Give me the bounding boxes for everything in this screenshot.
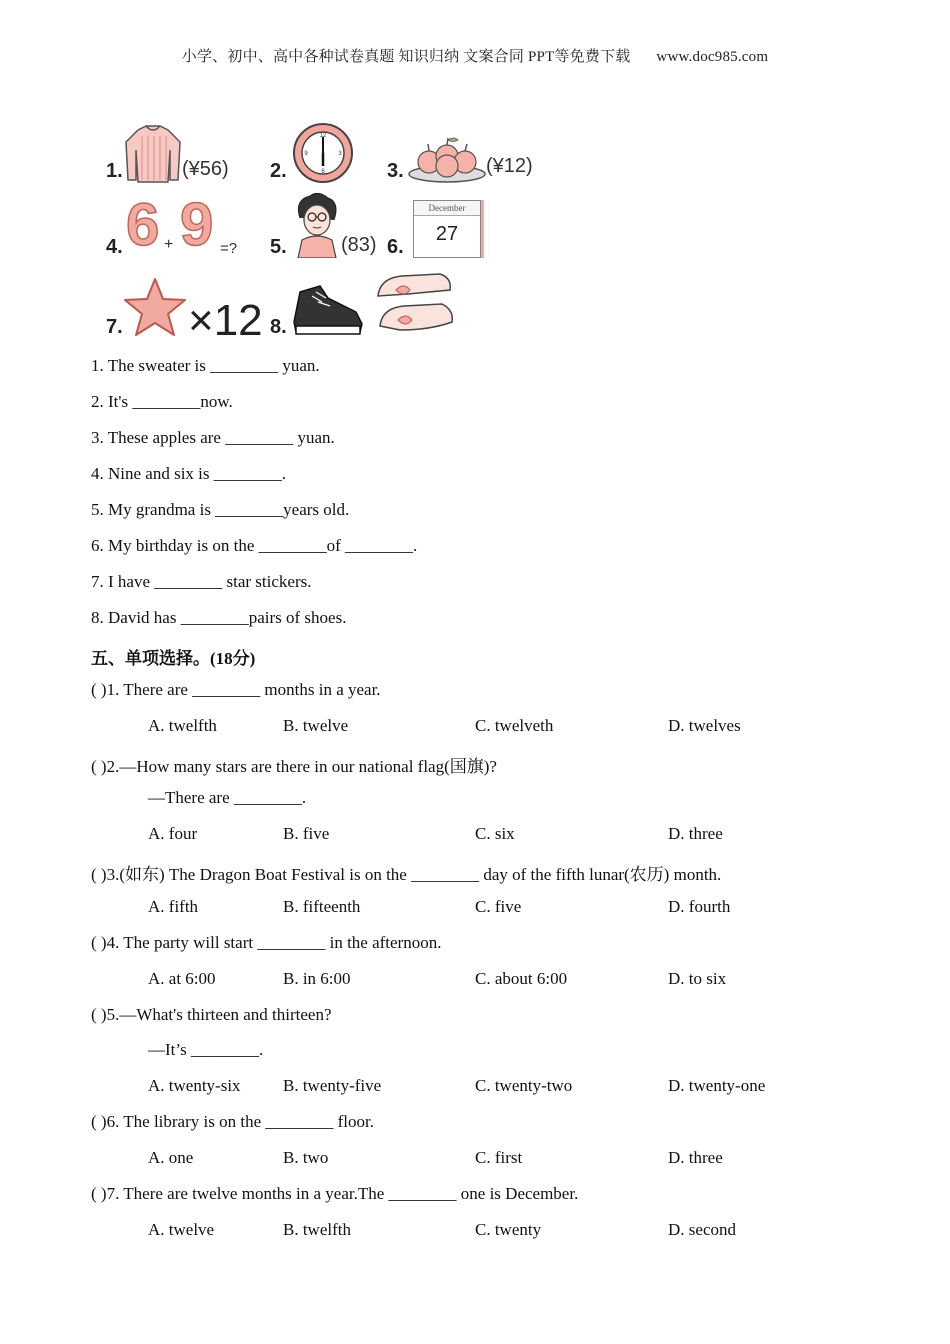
q5-option-d[interactable]: D. twenty-one xyxy=(668,1076,766,1095)
question-2-stem: ( )2.—How many stars are there in our national flag(国旗)? xyxy=(91,757,497,776)
q4-option-c[interactable]: C. about 6:00 xyxy=(475,969,568,988)
fill-line-3: 3. These apples are ________ yuan. xyxy=(91,428,335,447)
svg-text:9: 9 xyxy=(304,151,308,157)
clock-icon xyxy=(292,122,354,184)
calendar-month: December xyxy=(414,201,480,216)
q3-option-d[interactable]: D. fourth xyxy=(668,897,731,916)
q7-option-a[interactable]: A. twelve xyxy=(148,1220,215,1239)
q4-option-b[interactable]: B. in 6:00 xyxy=(283,969,351,988)
question-3-stem: ( )3.(如东) The Dragon Boat Festival is on the ________ day of the fifth lunar(农历) month. xyxy=(91,865,722,884)
sweater-icon xyxy=(124,122,182,186)
fill-line-1: 1. The sweater is ________ yuan. xyxy=(91,356,320,375)
pic-number-3: 3. xyxy=(387,160,404,182)
q1-option-d[interactable]: D. twelves xyxy=(668,716,741,735)
shoes-icon xyxy=(290,268,456,340)
question-6-stem: ( )6. The library is on the ________ floor. xyxy=(91,1112,374,1131)
question-7-stem: ( )7. There are twelve months in a year.The ________ one is December. xyxy=(91,1184,579,1203)
fill-line-6: 6. My birthday is on the ________of ________. xyxy=(91,536,418,555)
q5-option-b[interactable]: B. twenty-five xyxy=(283,1076,382,1095)
section-title: 五、单项选择。(18分) xyxy=(91,649,256,668)
q5-option-a[interactable]: A. twenty-six xyxy=(148,1076,241,1095)
pic-number-8: 8. xyxy=(270,316,287,338)
q5-option-c[interactable]: C. twenty-two xyxy=(475,1076,573,1095)
question-1-stem: ( )1. There are ________ months in a year. xyxy=(91,680,381,699)
q4-option-a[interactable]: A. at 6:00 xyxy=(148,969,216,988)
pic-number-5: 5. xyxy=(270,236,287,258)
calendar-icon xyxy=(413,200,481,258)
q7-option-b[interactable]: B. twelfth xyxy=(283,1220,351,1239)
question-5-sub: —It’s ________. xyxy=(148,1040,264,1059)
q3-option-b[interactable]: B. fifteenth xyxy=(283,897,361,916)
question-5-stem: ( )5.—What's thirteen and thirteen? xyxy=(91,1005,332,1024)
sweater-price: (¥56) xyxy=(182,158,229,180)
fill-line-7: 7. I have ________ star stickers. xyxy=(91,572,312,591)
plus-sign: + xyxy=(164,236,174,253)
q1-option-b[interactable]: B. twelve xyxy=(283,716,349,735)
apples-price: (¥12) xyxy=(486,155,533,177)
svg-text:3: 3 xyxy=(338,151,342,157)
grandma-age: (83) xyxy=(341,234,377,256)
pic-number-4: 4. xyxy=(106,236,123,258)
q2-option-c[interactable]: C. six xyxy=(475,824,515,843)
q7-option-c[interactable]: C. twenty xyxy=(475,1220,542,1239)
star-count: ×12 xyxy=(188,296,263,345)
pic-number-2: 2. xyxy=(270,160,287,182)
question-4-stem: ( )4. The party will start ________ in the afternoon. xyxy=(91,933,442,952)
fill-line-5: 5. My grandma is ________years old. xyxy=(91,500,350,519)
fill-line-4: 4. Nine and six is ________. xyxy=(91,464,287,483)
pic-number-1: 1. xyxy=(106,160,123,182)
q2-option-d[interactable]: D. three xyxy=(668,824,723,843)
q3-option-a[interactable]: A. fifth xyxy=(148,897,199,916)
digit-six: 6 xyxy=(126,191,160,258)
fill-line-8: 8. David has ________pairs of shoes. xyxy=(91,608,347,627)
q1-option-c[interactable]: C. twelveth xyxy=(475,716,554,735)
q7-option-d[interactable]: D. second xyxy=(668,1220,736,1239)
digit-nine: 9 xyxy=(180,191,214,258)
question-2-sub: —There are ________. xyxy=(148,788,307,807)
q6-option-c[interactable]: C. first xyxy=(475,1148,523,1167)
q2-option-a[interactable]: A. four xyxy=(148,824,198,843)
header-text: 小学、初中、高中各种试卷真题 知识归纳 文案合同 PPT等免费下载 xyxy=(181,49,631,65)
picture-area xyxy=(0,0,950,345)
calendar-day: 27 xyxy=(435,223,459,245)
equals-question: =? xyxy=(220,240,238,257)
q6-option-d[interactable]: D. three xyxy=(668,1148,723,1167)
q6-option-a[interactable]: A. one xyxy=(148,1148,194,1167)
q1-option-a[interactable]: A. twelfth xyxy=(148,716,217,735)
q4-option-d[interactable]: D. to six xyxy=(668,969,727,988)
star-icon xyxy=(122,276,188,338)
numbers-icon xyxy=(124,191,254,260)
q6-option-b[interactable]: B. two xyxy=(283,1148,329,1167)
grandma-icon xyxy=(292,192,342,258)
q2-option-b[interactable]: B. five xyxy=(283,824,330,843)
apples-icon xyxy=(407,132,487,184)
svg-text:12: 12 xyxy=(319,133,327,139)
q3-option-c[interactable]: C. five xyxy=(475,897,522,916)
header-url[interactable]: www.doc985.com xyxy=(656,49,769,65)
pic-number-7: 7. xyxy=(106,316,123,338)
fill-line-2: 2. It's ________now. xyxy=(91,392,233,411)
pic-number-6: 6. xyxy=(387,236,404,258)
svg-text:6: 6 xyxy=(321,169,325,175)
